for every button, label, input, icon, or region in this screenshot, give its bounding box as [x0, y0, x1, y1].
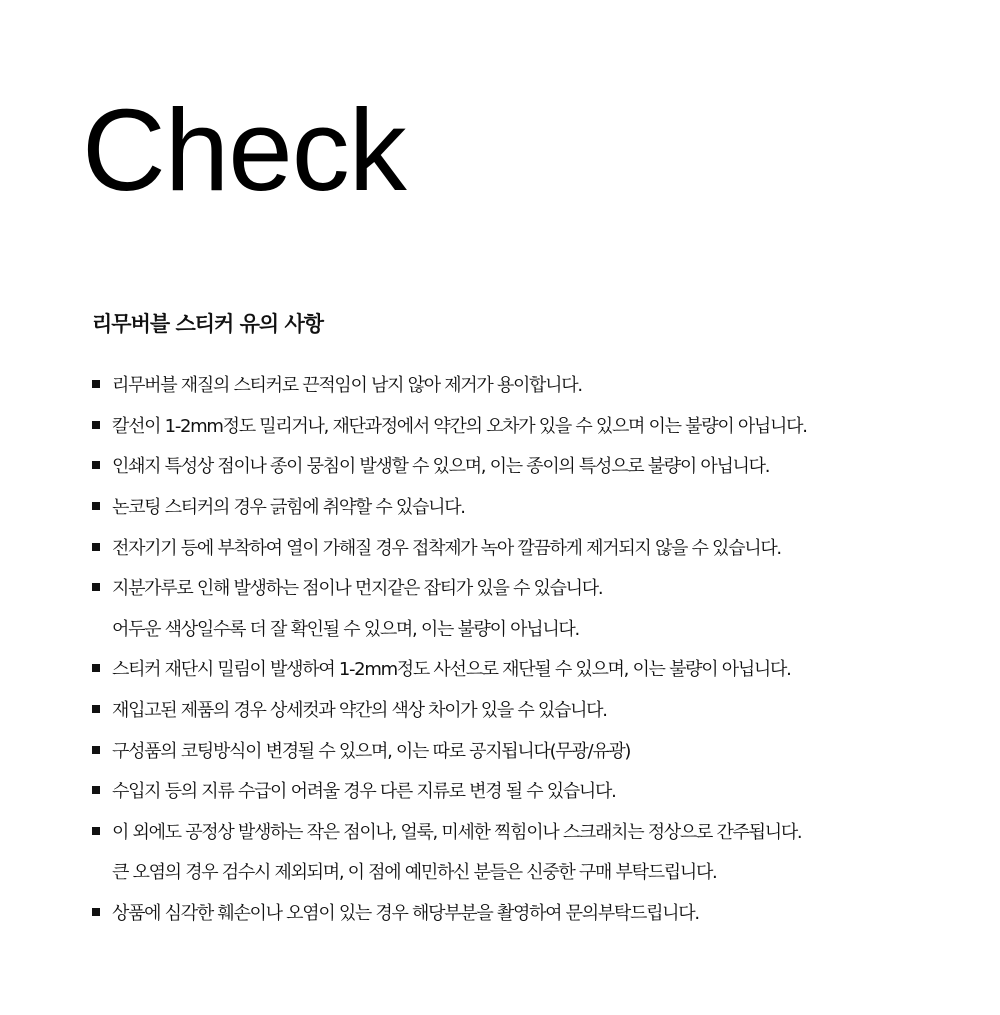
- square-bullet-icon: [92, 380, 100, 388]
- square-bullet-icon: [92, 461, 100, 469]
- square-bullet-icon: [92, 786, 100, 794]
- page-title: Check: [82, 85, 406, 215]
- list-item: [92, 892, 992, 933]
- list-item-text: 지분가루로 인해 발생하는 점이나 먼지같은 잡티가 있을 수 있습니다.: [112, 578, 603, 600]
- list-item-text: 논코팅 스티커의 경우 긁힘에 취약할 수 있습니다.: [112, 497, 465, 519]
- square-bullet-icon: [92, 583, 100, 591]
- square-bullet-icon: [92, 827, 100, 835]
- list-item-continuation: [92, 608, 992, 649]
- list-item: [92, 486, 992, 527]
- list-item-continuation: [92, 851, 992, 892]
- list-item-text: 리무버블 재질의 스티커로 끈적임이 남지 않아 제거가 용이합니다.: [112, 375, 582, 397]
- list-item-text: 구성품의 코팅방식이 변경될 수 있으며, 이는 따로 공지됩니다(무광/유광): [112, 740, 631, 762]
- square-bullet-icon: [92, 705, 100, 713]
- list-item-text: 수입지 등의 지류 수급이 어려울 경우 다른 지류로 변경 될 수 있습니다.: [112, 781, 616, 803]
- list-item-text: 큰 오염의 경우 검수시 제외되며, 이 점에 예민하신 분들은 신중한 구매 부탁드립니다.: [112, 862, 717, 884]
- list-item: [92, 364, 992, 405]
- list-item: [92, 567, 992, 608]
- square-bullet-icon: [92, 746, 100, 754]
- list-item: [92, 445, 992, 486]
- square-bullet-icon: [92, 908, 100, 916]
- list-item-text: 상품에 심각한 훼손이나 오염이 있는 경우 해당부분을 촬영하여 문의부탁드립니다.: [112, 903, 699, 925]
- list-item-text: 이 외에도 공정상 발생하는 작은 점이나, 얼룩, 미세한 찍힘이나 스크래치는 정상으로 간주됩니다.: [112, 821, 802, 843]
- list-item: [92, 811, 992, 852]
- list-item: [92, 770, 992, 811]
- list-item-text: 재입고된 제품의 경우 상세컷과 약간의 색상 차이가 있을 수 있습니다.: [112, 700, 607, 722]
- section-heading: 리무버블 스티커 유의 사항: [92, 312, 324, 336]
- notice-list: [92, 364, 992, 932]
- list-item: [92, 648, 992, 689]
- list-item-text: 인쇄지 특성상 점이나 종이 뭉침이 발생할 수 있으며, 이는 종이의 특성으로 불량이 아닙니다.: [112, 456, 770, 478]
- square-bullet-icon: [92, 421, 100, 429]
- list-item-text: 칼선이 1-2mm정도 밀리거나, 재단과정에서 약간의 오차가 있을 수 있으며 이는 불량이 아닙니다.: [112, 415, 807, 437]
- list-item-text: 전자기기 등에 부착하여 열이 가해질 경우 접착제가 녹아 깔끔하게 제거되지 않을 수 있습니다.: [112, 537, 781, 559]
- list-item: [92, 405, 992, 446]
- list-item-text: 어두운 색상일수록 더 잘 확인될 수 있으며, 이는 불량이 아닙니다.: [112, 618, 579, 640]
- list-item: [92, 729, 992, 770]
- square-bullet-icon: [92, 664, 100, 672]
- list-item: [92, 526, 992, 567]
- list-item-text: 스티커 재단시 밀림이 발생하여 1-2mm정도 사선으로 재단될 수 있으며, 이는 불량이 아닙니다.: [112, 659, 791, 681]
- square-bullet-icon: [92, 502, 100, 510]
- list-item: [92, 689, 992, 730]
- square-bullet-icon: [92, 543, 100, 551]
